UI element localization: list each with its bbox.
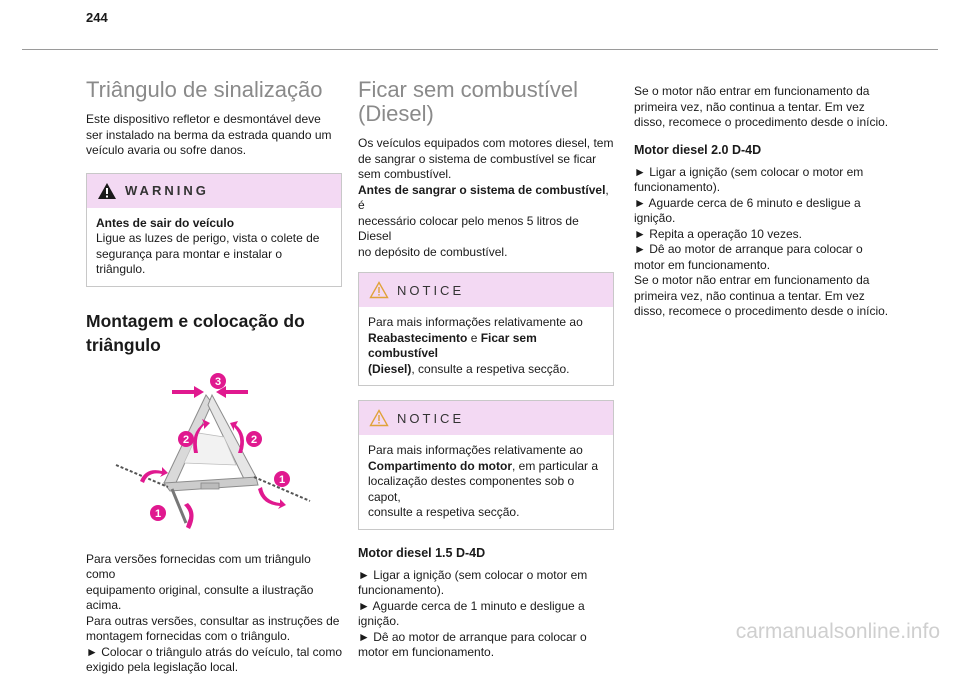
triangle-assembly-diagram [86, 373, 342, 533]
notice-triangle-icon [369, 281, 389, 299]
text-fragment: , consulte a respetiva secção. [411, 361, 570, 376]
step-label: 1 [154, 507, 162, 520]
text-line: disso, recomece o procedimento desde o início. [634, 304, 889, 318]
step-label: 1 [278, 473, 286, 486]
warning-box [86, 173, 342, 287]
text-line: de sangrar o sistema de combustível se ficar [358, 151, 597, 166]
text-line: necessário colocar pelo menos 5 litros de Diesel [358, 213, 579, 243]
text-line: veículo avaria ou sofre danos. [86, 143, 247, 157]
bold-phrase: Reabastecimento [368, 330, 468, 345]
section-title-warning-triangle: Triângulo de sinalização [86, 77, 323, 102]
notice-box-body [359, 307, 613, 385]
bold-phrase: (Diesel) [368, 361, 412, 376]
text-line: consulte a respetiva secção. [368, 505, 520, 519]
text-line: localização destes componentes sob o capot, [368, 474, 575, 504]
text-line: sem combustível. [358, 167, 452, 181]
title-line: triângulo [86, 334, 161, 355]
text-line: ser instalado na berma da estrada quando um [86, 127, 332, 142]
bold-phrase: Ficar sem combustível [368, 330, 537, 360]
step-label: 3 [214, 375, 222, 388]
text-line: Para mais informações relativamente ao [368, 443, 583, 457]
text-line [358, 183, 614, 214]
title-line: Ficar sem combustível [358, 77, 579, 102]
title-line: Montagem e colocação do [86, 310, 305, 331]
notice-box-refuelling [358, 272, 614, 386]
text-line: ► Colocar o triângulo atrás do veículo, tal como [86, 644, 343, 659]
text-line: funcionamento). [634, 180, 721, 194]
text-line: disso, recomece o procedimento desde o início. [634, 115, 889, 129]
engine-heading-1-5: Motor diesel 1.5 D-4D [358, 545, 486, 560]
warning-heading: Antes de sair do veículo [96, 215, 235, 230]
text-line [368, 362, 605, 378]
bold-phrase: Antes de sangrar o sistema de combustível [358, 182, 606, 197]
site-watermark: carmanualsonline.info [735, 620, 940, 643]
text-line: Este dispositivo refletor e desmontável deve [86, 112, 321, 126]
text-line: ► Ligar a ignição (sem colocar o motor em [634, 164, 864, 179]
text-line: Ligue as luzes de perigo, vista o colete de [96, 231, 320, 245]
text-line: ► Dê ao motor de arranque para colocar o [358, 629, 587, 644]
notice-box-body [359, 435, 613, 529]
title-line: (Diesel) [358, 101, 434, 126]
text-line: montagem fornecidas com o triângulo. [86, 629, 291, 643]
section-title-out-of-fuel [358, 78, 614, 126]
restart-note [634, 84, 890, 131]
warning-label: WARNING [125, 183, 209, 198]
text-line: Se o motor não entrar em funcionamento da [634, 273, 870, 287]
text-line: motor em funcionamento. [358, 645, 495, 659]
text-line: primeira vez, não continua a tentar. Em vez [634, 99, 865, 114]
notice-label: NOTICE [397, 282, 465, 298]
engine-heading-2-0: Motor diesel 2.0 D-4D [634, 142, 762, 157]
engine-2-0-steps [634, 165, 890, 320]
text-line: ignição. [634, 211, 676, 225]
text-line: Para outras versões, consultar as instruções de [86, 613, 340, 628]
text-line: equipamento original, consulte a ilustração [86, 582, 314, 597]
text-line: Para mais informações relativamente ao [368, 315, 583, 329]
page-number: 244 [86, 10, 108, 25]
notice-triangle-icon [369, 409, 389, 427]
text-line: exigido pela legislação local. [86, 660, 239, 674]
warning-box-body [87, 208, 341, 286]
text-line: acima. [86, 598, 122, 612]
text-line: segurança para montar e instalar o triângulo. [96, 246, 283, 276]
notice-label: NOTICE [397, 410, 465, 426]
column-1 [86, 78, 342, 676]
triangle-instructions [86, 552, 342, 676]
column-2 [358, 78, 614, 661]
column-3 [634, 84, 890, 320]
header-divider [22, 49, 938, 50]
text-line: ► Repita a operação 10 vezes. [634, 226, 802, 241]
text-line: primeira vez, não continua a tentar. Em vez [634, 288, 865, 303]
notice-box-engine-compartment [358, 400, 614, 530]
text-line: ► Aguarde cerca de 1 minuto e desligue a [358, 598, 585, 613]
text-line: ► Aguarde cerca de 6 minuto e desligue a [634, 195, 861, 210]
text-line: motor em funcionamento. [634, 257, 771, 272]
text-line: no depósito de combustível. [358, 244, 508, 259]
fuel-intro [358, 136, 614, 260]
text-fragment: , é [358, 182, 609, 212]
text-line: ► Ligar a ignição (sem colocar o motor em [358, 567, 588, 582]
text-fragment: e [467, 330, 481, 345]
engine-1-5-steps [358, 568, 614, 661]
text-line: Os veículos equipados com motores diesel, tem [358, 136, 614, 150]
step-label: 2 [250, 433, 258, 446]
text-line [368, 331, 605, 362]
text-line: ► Dê ao motor de arranque para colocar o [634, 242, 863, 256]
text-fragment: , em particular a [512, 458, 599, 473]
warning-triangle-icon [97, 182, 117, 200]
step-label: 2 [182, 433, 190, 446]
notice-box-header [359, 401, 613, 435]
text-line [368, 459, 605, 475]
text-line: Se o motor não entrar em funcionamento da [634, 84, 870, 98]
text-line: Para versões fornecidas com um triângulo como [86, 551, 311, 581]
notice-box-header [359, 273, 613, 307]
text-line: funcionamento). [358, 583, 445, 597]
bold-phrase: Compartimento do motor [368, 458, 512, 473]
triangle-intro [86, 112, 342, 159]
subsection-title-assembly [86, 309, 342, 357]
text-line: ignição. [358, 614, 400, 628]
warning-box-header [87, 174, 341, 208]
